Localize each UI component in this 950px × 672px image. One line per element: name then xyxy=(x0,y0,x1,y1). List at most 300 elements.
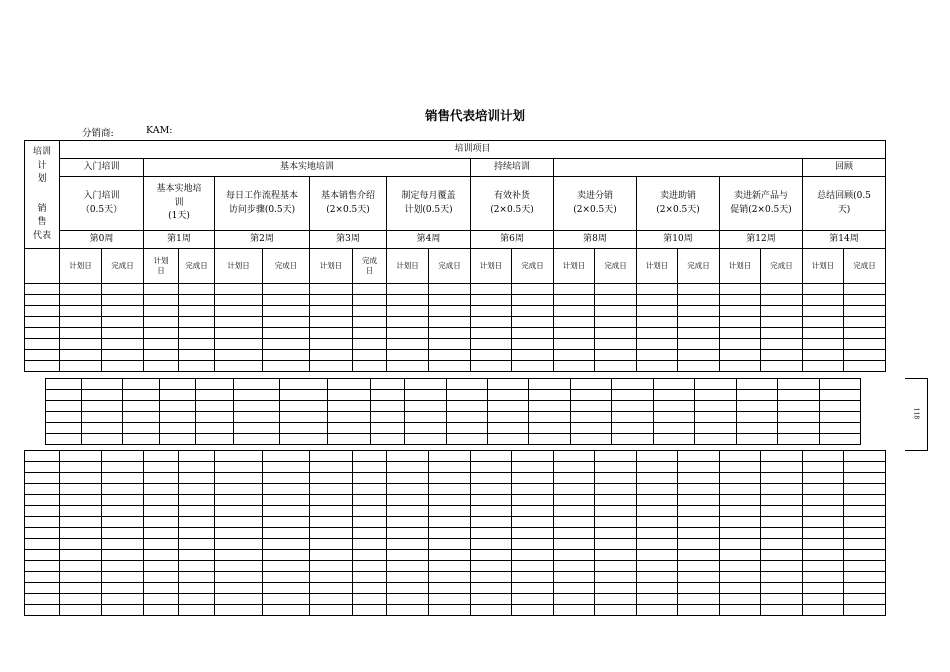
empty-cell xyxy=(429,462,471,473)
empty-cell xyxy=(353,550,387,561)
empty-cell xyxy=(429,517,471,528)
done-date-header: 完成日 xyxy=(512,249,554,284)
empty-cell xyxy=(144,339,179,350)
empty-cell xyxy=(123,434,160,445)
empty-cell xyxy=(637,594,678,605)
empty-cell xyxy=(371,412,405,423)
empty-cell xyxy=(512,462,554,473)
empty-cell xyxy=(512,528,554,539)
empty-cell xyxy=(554,550,595,561)
table-row xyxy=(25,473,886,484)
empty-cell xyxy=(102,473,144,484)
empty-cell xyxy=(60,561,102,572)
empty-cell xyxy=(512,317,554,328)
empty-cell xyxy=(263,306,310,317)
empty-cell xyxy=(595,594,637,605)
empty-grid-bottom xyxy=(24,450,886,616)
course-sell-in-promotion: 卖进助销 (2×0.5天) xyxy=(637,177,720,231)
empty-cell xyxy=(144,473,179,484)
empty-cell xyxy=(595,495,637,506)
empty-cell xyxy=(844,484,886,495)
empty-cell xyxy=(387,605,429,616)
empty-cell xyxy=(678,451,720,462)
empty-cell xyxy=(215,495,263,506)
empty-cell xyxy=(844,295,886,306)
empty-cell xyxy=(102,317,144,328)
row-label-cell xyxy=(25,141,60,249)
empty-cell xyxy=(595,528,637,539)
empty-cell xyxy=(60,484,102,495)
empty-cell xyxy=(761,328,803,339)
empty-rows-middle xyxy=(46,379,861,445)
empty-cell xyxy=(471,539,512,550)
empty-cell xyxy=(353,361,387,372)
empty-cell xyxy=(102,495,144,506)
empty-cell xyxy=(844,306,886,317)
empty-cell xyxy=(353,594,387,605)
table-row xyxy=(25,583,886,594)
empty-cell xyxy=(387,550,429,561)
empty-cell xyxy=(720,594,761,605)
empty-cell xyxy=(844,495,886,506)
empty-cell xyxy=(263,495,310,506)
empty-cell xyxy=(215,550,263,561)
row-label-line: 培训 xyxy=(32,147,51,157)
empty-cell xyxy=(387,583,429,594)
empty-cell xyxy=(215,328,263,339)
empty-cell xyxy=(280,401,328,412)
empty-cell xyxy=(310,306,353,317)
empty-grid-middle xyxy=(45,378,861,445)
empty-cell xyxy=(280,390,328,401)
empty-cell xyxy=(595,284,637,295)
empty-cell xyxy=(637,572,678,583)
empty-cell xyxy=(554,561,595,572)
empty-cell xyxy=(102,517,144,528)
empty-cell xyxy=(737,412,778,423)
empty-cell xyxy=(310,550,353,561)
empty-cell xyxy=(215,572,263,583)
table-row xyxy=(25,317,886,328)
empty-cell xyxy=(25,462,60,473)
empty-cell xyxy=(471,350,512,361)
empty-cell xyxy=(637,306,678,317)
empty-cell xyxy=(761,484,803,495)
empty-cell xyxy=(263,550,310,561)
empty-cell xyxy=(263,339,310,350)
empty-cell xyxy=(844,361,886,372)
empty-cell xyxy=(471,561,512,572)
empty-cell xyxy=(678,361,720,372)
empty-cell xyxy=(310,528,353,539)
empty-cell xyxy=(429,561,471,572)
empty-cell xyxy=(654,379,695,390)
empty-cell xyxy=(405,401,447,412)
empty-cell xyxy=(215,361,263,372)
empty-cell xyxy=(263,451,310,462)
empty-cell xyxy=(353,284,387,295)
empty-cell xyxy=(761,550,803,561)
empty-cell xyxy=(678,517,720,528)
empty-cell xyxy=(60,317,102,328)
empty-cell xyxy=(46,401,82,412)
empty-cell xyxy=(554,462,595,473)
empty-cell xyxy=(353,317,387,328)
course-intro: 入门培训 （0.5天） xyxy=(60,177,144,231)
empty-cell xyxy=(737,434,778,445)
empty-cell xyxy=(144,506,179,517)
empty-cell xyxy=(803,451,844,462)
empty-cell xyxy=(144,328,179,339)
empty-cell xyxy=(144,594,179,605)
empty-cell xyxy=(371,401,405,412)
table-row xyxy=(25,517,886,528)
empty-cell xyxy=(144,451,179,462)
empty-cell xyxy=(512,339,554,350)
empty-cell xyxy=(263,517,310,528)
empty-cell xyxy=(529,423,571,434)
empty-cell xyxy=(310,605,353,616)
empty-cell xyxy=(512,484,554,495)
empty-cell xyxy=(678,528,720,539)
table-row xyxy=(25,350,886,361)
empty-cell xyxy=(102,451,144,462)
empty-cell xyxy=(234,412,280,423)
empty-cell xyxy=(471,506,512,517)
empty-cell xyxy=(844,528,886,539)
empty-cell xyxy=(25,306,60,317)
empty-cell xyxy=(471,284,512,295)
empty-cell xyxy=(234,401,280,412)
empty-cell xyxy=(263,361,310,372)
empty-cell xyxy=(328,434,371,445)
empty-cell xyxy=(179,306,215,317)
empty-cell xyxy=(554,284,595,295)
empty-cell xyxy=(179,561,215,572)
empty-cell xyxy=(429,473,471,484)
empty-cell xyxy=(761,594,803,605)
empty-cell xyxy=(720,473,761,484)
empty-cell xyxy=(215,594,263,605)
empty-cell xyxy=(471,361,512,372)
empty-cell xyxy=(429,284,471,295)
empty-cell xyxy=(60,539,102,550)
empty-cell xyxy=(512,306,554,317)
empty-cell xyxy=(310,594,353,605)
empty-cell xyxy=(310,317,353,328)
empty-cell xyxy=(737,401,778,412)
empty-cell xyxy=(720,462,761,473)
empty-cell xyxy=(844,605,886,616)
empty-cell xyxy=(25,350,60,361)
empty-cell xyxy=(102,539,144,550)
empty-cell xyxy=(310,484,353,495)
empty-cell xyxy=(720,284,761,295)
empty-cell xyxy=(471,317,512,328)
empty-cell xyxy=(60,528,102,539)
empty-cell xyxy=(234,434,280,445)
table-row xyxy=(46,423,861,434)
empty-cell xyxy=(595,473,637,484)
empty-cell xyxy=(60,605,102,616)
table-row xyxy=(25,451,886,462)
empty-cell xyxy=(737,423,778,434)
empty-cell xyxy=(720,295,761,306)
empty-cell xyxy=(720,561,761,572)
table-row xyxy=(25,328,886,339)
empty-cell xyxy=(387,561,429,572)
empty-cell xyxy=(554,583,595,594)
empty-cell xyxy=(803,572,844,583)
plan-date-header: 计划日 xyxy=(554,249,595,284)
empty-cell xyxy=(447,412,488,423)
empty-cell xyxy=(720,317,761,328)
empty-cell xyxy=(844,339,886,350)
empty-cell xyxy=(263,484,310,495)
empty-cell xyxy=(803,495,844,506)
empty-cell xyxy=(263,295,310,306)
empty-cell xyxy=(471,528,512,539)
empty-cell xyxy=(123,379,160,390)
empty-cell xyxy=(179,361,215,372)
empty-cell xyxy=(595,517,637,528)
empty-cell xyxy=(263,583,310,594)
empty-cell xyxy=(353,350,387,361)
empty-cell xyxy=(803,484,844,495)
empty-cell xyxy=(529,434,571,445)
empty-cell xyxy=(215,528,263,539)
empty-cell xyxy=(328,401,371,412)
empty-cell xyxy=(123,423,160,434)
empty-cell xyxy=(637,339,678,350)
empty-cell xyxy=(160,423,196,434)
empty-cell xyxy=(554,295,595,306)
empty-cell xyxy=(429,583,471,594)
empty-cell xyxy=(695,412,737,423)
empty-cell xyxy=(637,451,678,462)
empty-cell xyxy=(179,506,215,517)
empty-cell xyxy=(215,350,263,361)
empty-cell xyxy=(571,379,612,390)
empty-cell xyxy=(678,462,720,473)
empty-cell xyxy=(215,317,263,328)
empty-cell xyxy=(144,528,179,539)
empty-cell xyxy=(82,390,123,401)
empty-cell xyxy=(353,328,387,339)
empty-cell xyxy=(387,317,429,328)
week-label: 第10周 xyxy=(637,231,720,249)
empty-cell xyxy=(571,401,612,412)
done-date-header: 完成日 xyxy=(102,249,144,284)
empty-cell xyxy=(144,317,179,328)
empty-cell xyxy=(720,583,761,594)
done-date-header: 完成日 xyxy=(595,249,637,284)
week-label: 第4周 xyxy=(387,231,471,249)
empty-cell xyxy=(529,412,571,423)
empty-cell xyxy=(512,328,554,339)
empty-cell xyxy=(595,339,637,350)
empty-cell xyxy=(371,379,405,390)
empty-cell xyxy=(310,339,353,350)
empty-cell xyxy=(595,328,637,339)
empty-cell xyxy=(488,379,529,390)
empty-cell xyxy=(761,583,803,594)
empty-cell xyxy=(405,412,447,423)
empty-cell xyxy=(25,328,60,339)
empty-cell xyxy=(595,317,637,328)
empty-cell xyxy=(844,594,886,605)
empty-cell xyxy=(512,539,554,550)
empty-cell xyxy=(471,605,512,616)
empty-cell xyxy=(471,295,512,306)
empty-cell xyxy=(512,594,554,605)
empty-rows-top xyxy=(25,284,886,372)
empty-cell xyxy=(595,306,637,317)
empty-cell xyxy=(179,539,215,550)
empty-cell xyxy=(25,550,60,561)
empty-cell xyxy=(820,412,861,423)
empty-cell xyxy=(595,539,637,550)
course-daily-workflow: 每日工作流程基本 访问步骤(0.5天) xyxy=(215,177,310,231)
empty-cell xyxy=(471,572,512,583)
empty-cell xyxy=(144,550,179,561)
empty-cell xyxy=(263,572,310,583)
empty-cell xyxy=(803,350,844,361)
empty-cell xyxy=(820,390,861,401)
empty-cell xyxy=(60,462,102,473)
empty-cell xyxy=(102,339,144,350)
empty-cell xyxy=(761,561,803,572)
empty-cell xyxy=(310,583,353,594)
distributor-label: 分销商: xyxy=(82,128,114,139)
empty-cell xyxy=(25,506,60,517)
empty-cell xyxy=(310,473,353,484)
table-row xyxy=(25,462,886,473)
empty-cell xyxy=(720,506,761,517)
empty-cell xyxy=(512,350,554,361)
empty-cell xyxy=(844,350,886,361)
empty-cell xyxy=(678,484,720,495)
empty-cell xyxy=(720,328,761,339)
empty-cell xyxy=(554,361,595,372)
empty-cell xyxy=(82,434,123,445)
empty-cell xyxy=(60,328,102,339)
empty-cell xyxy=(844,583,886,594)
empty-cell xyxy=(25,339,60,350)
empty-cell xyxy=(25,517,60,528)
empty-cell xyxy=(471,583,512,594)
empty-cell xyxy=(844,506,886,517)
empty-cell xyxy=(215,462,263,473)
empty-cell xyxy=(310,495,353,506)
empty-cell xyxy=(637,528,678,539)
empty-cell xyxy=(678,506,720,517)
empty-cell xyxy=(387,295,429,306)
training-items-header: 培训项目 xyxy=(60,141,886,159)
empty-cell xyxy=(803,361,844,372)
empty-cell xyxy=(263,284,310,295)
empty-cell xyxy=(512,295,554,306)
empty-cell xyxy=(25,583,60,594)
empty-cell xyxy=(761,473,803,484)
empty-cell xyxy=(595,350,637,361)
empty-cell xyxy=(844,317,886,328)
empty-cell xyxy=(429,306,471,317)
empty-cell xyxy=(554,539,595,550)
empty-cell xyxy=(695,379,737,390)
empty-cell xyxy=(196,390,234,401)
empty-cell xyxy=(447,390,488,401)
empty-cell xyxy=(844,328,886,339)
empty-cell xyxy=(387,473,429,484)
empty-cell xyxy=(554,495,595,506)
row-label-line: 计 xyxy=(37,160,47,171)
empty-cell xyxy=(595,561,637,572)
plan-date-header: 计划日 xyxy=(387,249,429,284)
empty-cell xyxy=(179,462,215,473)
empty-cell xyxy=(595,295,637,306)
empty-cell xyxy=(263,539,310,550)
empty-cell xyxy=(405,390,447,401)
empty-cell xyxy=(447,379,488,390)
empty-cell xyxy=(310,451,353,462)
table-row xyxy=(25,550,886,561)
empty-cell xyxy=(387,539,429,550)
empty-cell xyxy=(144,495,179,506)
empty-cell xyxy=(179,583,215,594)
empty-cell xyxy=(595,451,637,462)
empty-cell xyxy=(554,306,595,317)
empty-cell xyxy=(844,473,886,484)
empty-cell xyxy=(387,594,429,605)
done-date-header: 完成日 xyxy=(429,249,471,284)
empty-cell xyxy=(803,517,844,528)
empty-cell xyxy=(215,306,263,317)
empty-cell xyxy=(353,605,387,616)
empty-cell xyxy=(844,550,886,561)
empty-cell xyxy=(102,506,144,517)
empty-cell xyxy=(678,350,720,361)
empty-cell xyxy=(678,339,720,350)
empty-cell xyxy=(25,539,60,550)
empty-cell xyxy=(571,423,612,434)
empty-cell xyxy=(82,379,123,390)
empty-cell xyxy=(280,412,328,423)
empty-cell xyxy=(102,484,144,495)
empty-cell xyxy=(102,295,144,306)
empty-cell xyxy=(25,495,60,506)
empty-cell xyxy=(215,339,263,350)
empty-cell xyxy=(263,462,310,473)
empty-cell xyxy=(761,317,803,328)
empty-cell xyxy=(215,561,263,572)
category-review: 回顾 xyxy=(803,159,886,177)
empty-cell xyxy=(637,295,678,306)
empty-cell xyxy=(310,572,353,583)
empty-cell xyxy=(123,401,160,412)
table-row xyxy=(25,306,886,317)
empty-cell xyxy=(720,550,761,561)
week-label: 第8周 xyxy=(554,231,637,249)
empty-cell xyxy=(387,495,429,506)
empty-cell xyxy=(512,517,554,528)
empty-cell xyxy=(803,328,844,339)
empty-cell xyxy=(678,495,720,506)
empty-cell xyxy=(737,379,778,390)
table-row xyxy=(25,295,886,306)
done-date-header: 完成日 xyxy=(179,249,215,284)
empty-cell xyxy=(144,561,179,572)
